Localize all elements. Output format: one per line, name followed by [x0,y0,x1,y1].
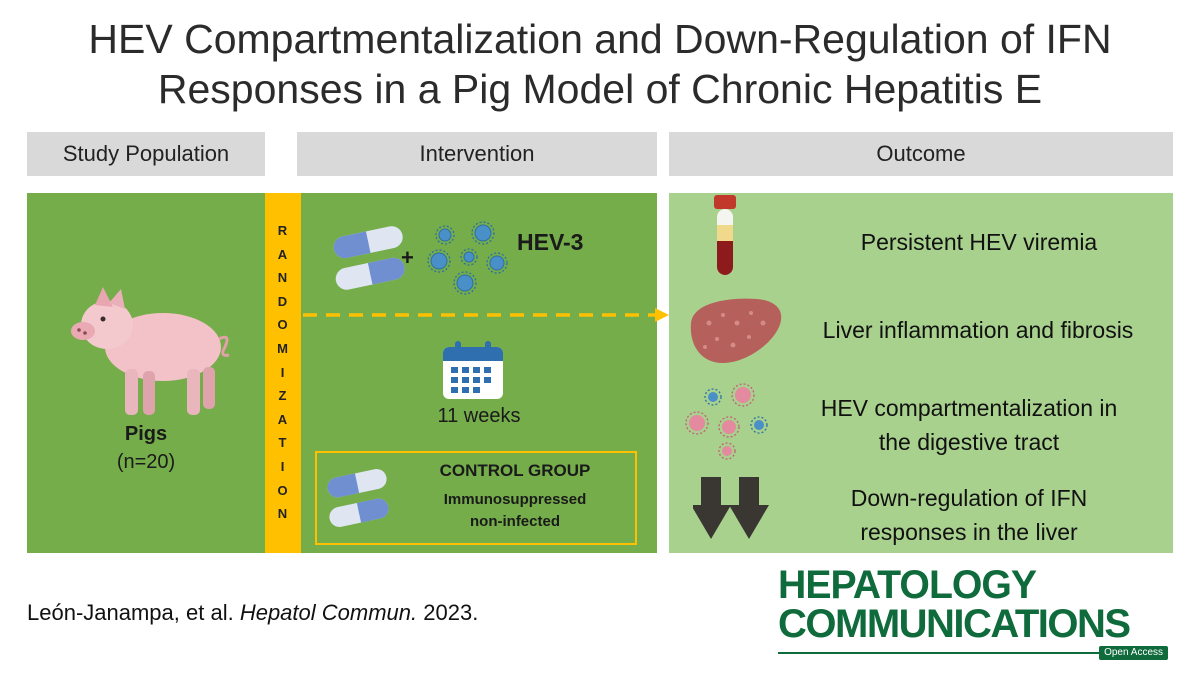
logo-line-2: COMMUNICATIONS [778,602,1130,646]
intervention-panel [301,193,657,553]
citation-year: 2023. [423,600,479,625]
randomization-letter: O [277,317,289,333]
randomization-letter: M [277,341,289,356]
outcome-compartment-line-2: the digestive tract [878,429,1060,455]
control-pill-icon [323,465,393,535]
title-line-2: Responses in a Pig Model of Chronic Hepatitis E [157,66,1043,112]
header-intervention: Intervention [297,132,657,176]
outcome-ifn-line-2: responses in the liver [860,519,1078,545]
randomization-letter: O [277,482,289,498]
outcome-liver: Liver inflammation and fibrosis [822,317,1134,343]
control-group-title: CONTROL GROUP [439,461,591,480]
outcome-compartment-line-1: HEV compartmentalization in [820,395,1118,421]
logo-badge: Open Access [1099,646,1168,660]
plus-sign: + [401,245,414,270]
control-group-line-2: non-infected [470,513,560,530]
randomization-letter: Z [278,388,288,404]
page-title [0,14,1200,114]
header-study-population: Study Population [27,132,265,176]
outcome-panel [669,193,1173,553]
randomization-letter: I [280,459,286,474]
randomization-letter: N [277,506,289,522]
randomization-bar [265,193,301,553]
logo-rule [778,652,1100,654]
blood-tube-icon [713,195,737,277]
randomization-letter: R [277,223,289,238]
study-population-panel [27,193,265,553]
calendar-icon [441,339,505,401]
title-line-1: HEV Compartmentalization and Down-Regulation of IFN [88,16,1112,62]
citation-authors: León-Janampa, et al. [27,600,234,625]
population-count: (n=20) [116,451,176,473]
citation [27,600,478,626]
dashed-arrow [301,305,681,330]
control-group-line-1: Immunosuppressed [443,491,587,508]
logo-line-1: HEPATOLOGY [778,563,1037,607]
liver-icon [687,293,787,368]
pig-icon [65,285,230,425]
randomization-letter: I [280,364,286,380]
randomization-letter: N [277,270,289,286]
randomization-letter: A [277,246,289,262]
pill-capsules-icon [329,223,409,293]
journal-logo [778,563,1170,660]
duration-label: 11 weeks [437,405,521,427]
randomization-letter: D [277,293,289,309]
virus-cluster-icon [427,221,517,301]
randomization-letter: T [278,435,288,451]
population-label: Pigs [124,423,168,445]
double-down-arrow-icon [693,477,773,541]
virus-label: HEV-3 [517,229,584,255]
header-outcome: Outcome [669,132,1173,176]
outcome-ifn-line-1: Down-regulation of IFN [850,485,1088,511]
randomization-letter: A [277,411,289,427]
outcome-viremia: Persistent HEV viremia [860,229,1098,255]
virus-mixed-icon [683,383,773,463]
control-group-box [315,451,637,545]
citation-journal: Hepatol Commun. [239,600,418,625]
